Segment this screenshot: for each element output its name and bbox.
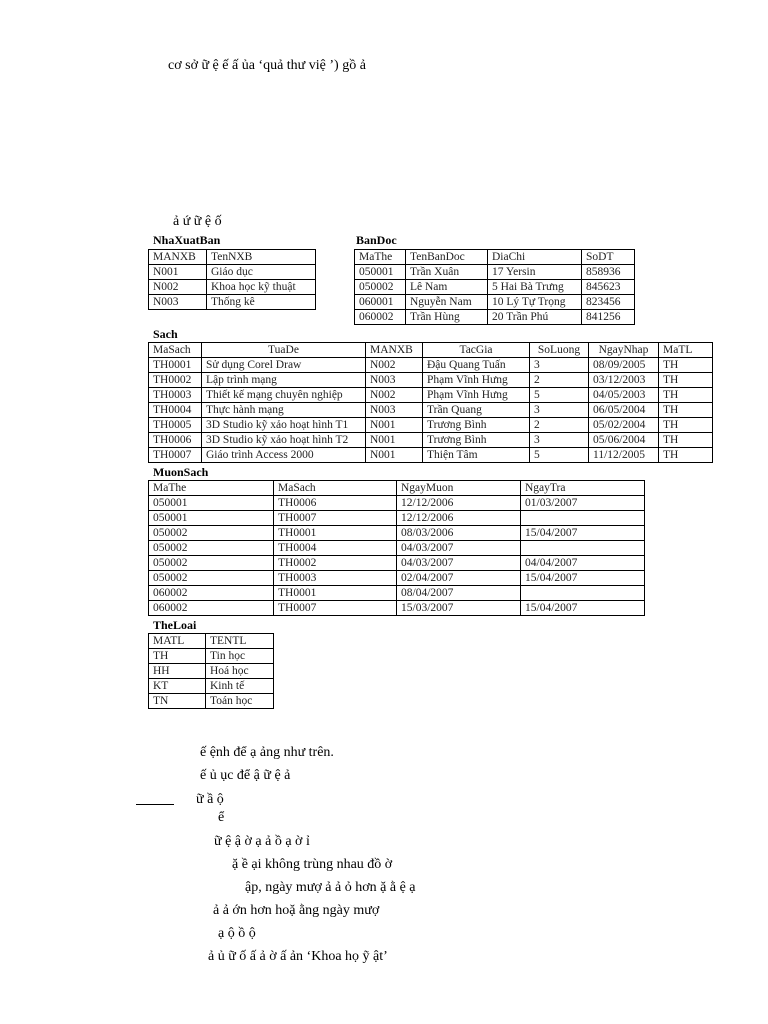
table-cell: 15/04/2007 [521,601,645,616]
table-cell: KT [149,679,206,694]
table-cell: 08/03/2006 [397,526,521,541]
table-cell: Thiết kế mạng chuyên nghiệp [202,388,366,403]
table-cell: Trương Bình [423,433,530,448]
table-row [149,511,645,526]
table-cell: 050002 [149,541,274,556]
column-header: NgayMuon [397,481,521,496]
table-cell: 3D Studio kỹ xảo hoạt hình T1 [202,418,366,433]
table-row [149,586,645,601]
table-bandoc [354,249,635,325]
column-header: TacGia [423,343,530,358]
table-cell: 12/12/2006 [397,496,521,511]
table-cell: Trần Quang [423,403,530,418]
table-row [355,265,635,280]
table-row [355,280,635,295]
table-cell: 04/04/2007 [521,556,645,571]
table-cell: TH [149,649,206,664]
column-header: MANXB [149,250,207,265]
table-cell: TH [659,433,713,448]
table-row [149,280,316,295]
table-cell: Lê Nam [406,280,488,295]
table-cell: TN [149,694,206,709]
column-header: TenBanDoc [406,250,488,265]
table-cell: 5 [530,448,589,463]
table-cell: TH0002 [274,556,397,571]
table-cell: Trương Bình [423,418,530,433]
question-line: ế ủ ục để ậ ữ ệ ả [200,768,291,783]
question-line: ế ệnh để ạ ảng như trên. [200,745,334,760]
table-cell: N002 [149,280,207,295]
table-cell: N003 [149,295,207,310]
table-theloai [148,633,274,709]
table-title-bandoc: BanDoc [356,233,397,247]
table-cell: 5 Hai Bà Trưng [488,280,582,295]
table-cell: TH [659,403,713,418]
table-row [149,433,713,448]
column-header: DiaChi [488,250,582,265]
table-row [149,694,274,709]
table-cell: TH0001 [274,586,397,601]
table-header-row [149,250,316,265]
table-cell: Sử dụng Corel Draw [202,358,366,373]
table-cell: 060002 [355,310,406,325]
table-cell: Đậu Quang Tuấn [423,358,530,373]
table-cell: TH0001 [149,358,202,373]
question-line: ả ả ớn hơn hoặ ằng ngày mượ [213,903,380,918]
table-cell: 050001 [355,265,406,280]
table-cell: TH0007 [274,511,397,526]
table-cell: TH0002 [149,373,202,388]
table-cell: TH0004 [149,403,202,418]
table-header-row [149,481,645,496]
table-cell: TH0004 [274,541,397,556]
table-cell: 060002 [149,601,274,616]
table-cell: TH [659,373,713,388]
table-cell: N001 [366,448,423,463]
question-line: ập, ngày mượ ả ả ỏ hơn ặ ằ ệ ạ [245,880,416,895]
table-row [149,373,713,388]
table-cell: N002 [366,358,423,373]
table-cell: 050002 [149,526,274,541]
table-cell: Trần Xuân [406,265,488,280]
table-row [355,310,635,325]
table-cell: 3 [530,433,589,448]
table-title-muonsach: MuonSach [153,465,209,479]
table-cell: 060002 [149,586,274,601]
column-header: MaSach [274,481,397,496]
column-header: NgayTra [521,481,645,496]
table-row [149,601,645,616]
intro-line: cơ sở ữ ệ ế ấ ủa ‘quả thư việ ’) gồ ả [168,58,366,73]
underline-rule [136,804,174,805]
table-title-theloai: TheLoai [153,618,197,632]
table-row [149,571,645,586]
table-cell: N001 [366,433,423,448]
table-row [149,664,274,679]
table-cell: Toán học [206,694,274,709]
table-cell: 3D Studio kỹ xảo hoạt hình T2 [202,433,366,448]
column-header: MaTL [659,343,713,358]
table-cell: TH0007 [274,601,397,616]
table-row [149,679,274,694]
question-line: ữ ầ ộ [196,792,224,807]
table-cell: TH0003 [149,388,202,403]
question-line: ữ ệ ậ ờ ạ ả ồ ạ ờ ỉ [214,834,310,849]
column-header: SoDT [582,250,635,265]
table-cell: 2 [530,418,589,433]
table-cell: 050001 [149,511,274,526]
table-cell: TH0006 [274,496,397,511]
table-cell: 845623 [582,280,635,295]
table-cell: TH [659,388,713,403]
table-row [149,448,713,463]
table-cell [521,511,645,526]
table-cell: 17 Yersin [488,265,582,280]
table-cell: HH [149,664,206,679]
table-row [149,403,713,418]
table-cell: N003 [366,403,423,418]
table-cell: Kinh tế [206,679,274,694]
table-cell: 08/04/2007 [397,586,521,601]
table-cell: TH0003 [274,571,397,586]
table-row [149,418,713,433]
table-row [149,649,274,664]
table-cell: TH [659,418,713,433]
table-nhaxuatban [148,249,316,310]
table-row [149,526,645,541]
table-cell: Giáo trình Access 2000 [202,448,366,463]
table-cell: Khoa học kỹ thuật [207,280,316,295]
table-cell: 3 [530,358,589,373]
column-header: MATL [149,634,206,649]
table-row [355,295,635,310]
table-cell: 3 [530,403,589,418]
table-muonsach [148,480,645,616]
table-cell: 05/06/2004 [589,433,659,448]
table-cell: TH [659,358,713,373]
table-header-row [149,343,713,358]
table-cell [521,541,645,556]
table-cell: 050002 [149,556,274,571]
table-header-row [355,250,635,265]
table-cell: Thống kê [207,295,316,310]
column-header: TenNXB [207,250,316,265]
table-row [149,358,713,373]
table-cell: Lập trình mạng [202,373,366,388]
table-cell: 05/02/2004 [589,418,659,433]
table-sach [148,342,713,463]
column-header: MaSach [149,343,202,358]
table-cell: 04/03/2007 [397,556,521,571]
table-cell: Phạm Vĩnh Hưng [423,373,530,388]
column-header: MaThe [149,481,274,496]
table-cell: 06/05/2004 [589,403,659,418]
table-row [149,295,316,310]
table-cell: TH0006 [149,433,202,448]
question-line: ể [218,810,225,825]
table-row [149,556,645,571]
table-cell: 01/03/2007 [521,496,645,511]
table-cell: 050002 [149,571,274,586]
table-cell: N001 [149,265,207,280]
column-header: SoLuong [530,343,589,358]
table-row [149,541,645,556]
table-cell: Tin học [206,649,274,664]
table-cell: 02/04/2007 [397,571,521,586]
column-header: MANXB [366,343,423,358]
column-header: TuaDe [202,343,366,358]
table-cell: 11/12/2005 [589,448,659,463]
table-cell: Phạm Vĩnh Hưng [423,388,530,403]
table-cell: 04/05/2003 [589,388,659,403]
table-cell: TH0007 [149,448,202,463]
table-cell: 050001 [149,496,274,511]
table-cell: 050002 [355,280,406,295]
table-cell: 10 Lý Tự Trọng [488,295,582,310]
table-cell: N002 [366,388,423,403]
column-header: TENTL [206,634,274,649]
table-cell: 858936 [582,265,635,280]
table-cell: Thiện Tâm [423,448,530,463]
table-row [149,496,645,511]
table-cell: 15/04/2007 [521,571,645,586]
column-header: MaThe [355,250,406,265]
table-cell: 841256 [582,310,635,325]
table-title-nhaxuatban: NhaXuatBan [153,233,221,247]
table-header-row [149,634,274,649]
column-header: NgayNhap [589,343,659,358]
table-cell: N003 [366,373,423,388]
table-cell: Nguyễn Nam [406,295,488,310]
table-cell: 15/04/2007 [521,526,645,541]
table-row [149,388,713,403]
table-cell: Thực hành mạng [202,403,366,418]
table-cell: 060001 [355,295,406,310]
table-cell: 04/03/2007 [397,541,521,556]
table-cell: 823456 [582,295,635,310]
table-cell: TH0001 [274,526,397,541]
table-title-sach: Sach [153,327,178,341]
question-line: ạ ộ ồ ộ [218,926,256,941]
table-cell [521,586,645,601]
table-cell: Trần Hùng [406,310,488,325]
table-cell: Giáo dục [207,265,316,280]
table-cell: 2 [530,373,589,388]
table-cell: Hoá học [206,664,274,679]
table-cell: TH0005 [149,418,202,433]
question-line: ặ ề ại không trùng nhau đồ ờ [232,857,393,872]
table-cell: 03/12/2003 [589,373,659,388]
table-row [149,265,316,280]
table-cell: TH [659,448,713,463]
subheading: ả ứ ữ ệ ố [173,214,222,229]
table-cell: 5 [530,388,589,403]
table-cell: 12/12/2006 [397,511,521,526]
table-cell: 15/03/2007 [397,601,521,616]
table-cell: 08/09/2005 [589,358,659,373]
question-line: ả ủ ữ ố ấ ả ờ ấ ản ‘Khoa họ ỹ ật’ [208,949,388,964]
table-cell: 20 Trần Phú [488,310,582,325]
table-cell: N001 [366,418,423,433]
